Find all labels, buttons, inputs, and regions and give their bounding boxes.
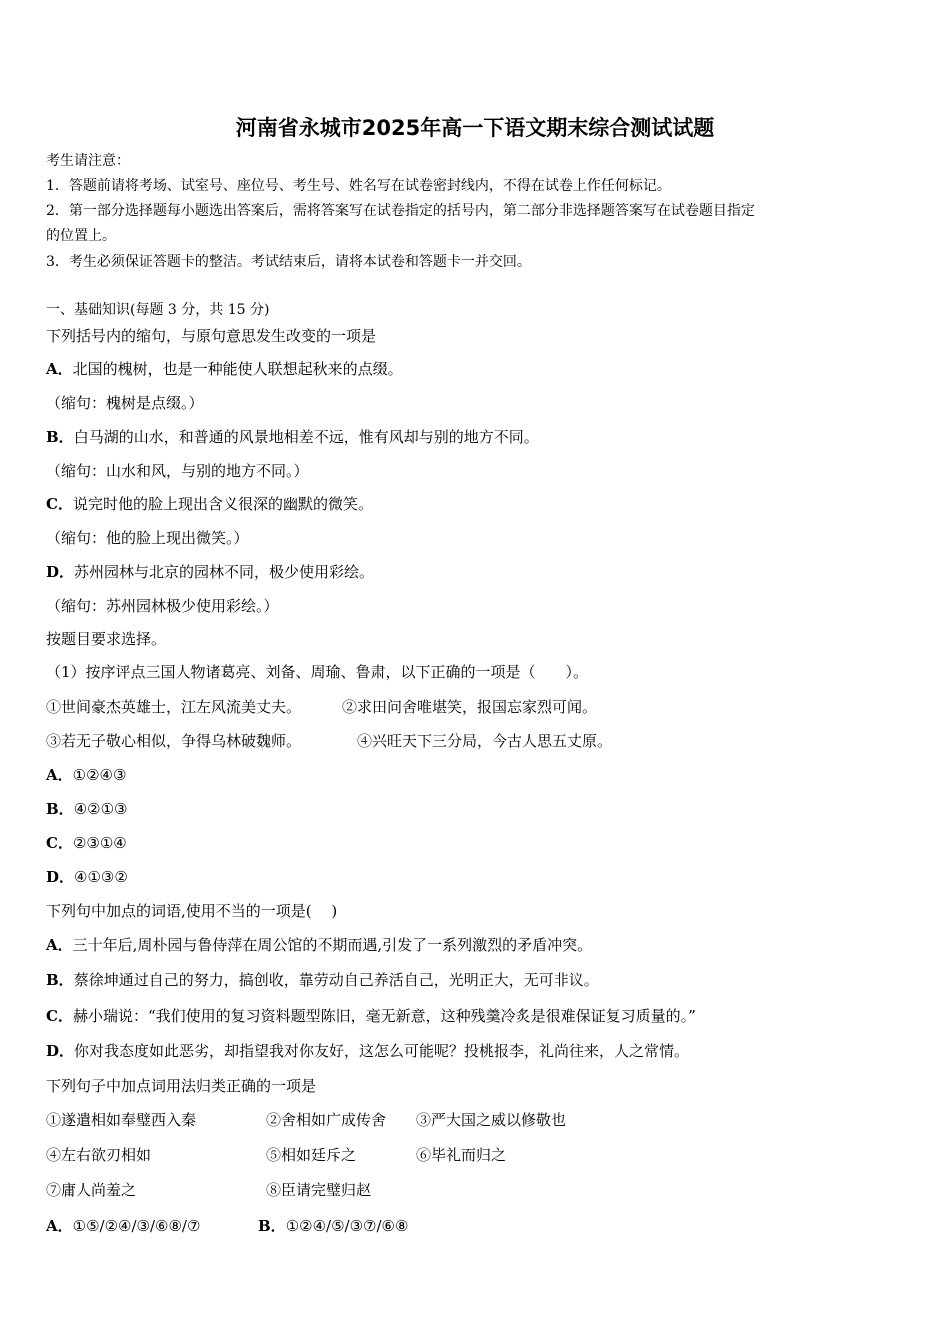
option-label: A． [46,766,73,784]
q2-stem: 按题目要求选择。 [46,630,167,648]
q3-option-a [46,935,592,955]
list-item: ⑧臣请完璧归赵 [266,1181,372,1199]
option-label: A． [46,1217,73,1235]
q3-option-d [46,1041,689,1061]
q2-option-a [46,765,126,785]
option-label: A． [46,360,73,378]
q2-option-d [46,867,128,887]
option-label: C． [46,1007,73,1025]
option-label: D． [46,563,75,581]
list-item: ②舍相如广成传舍 [266,1111,387,1129]
list-item: ④左右欲刃相如 [46,1146,152,1164]
q1-option-d-note: （缩句：苏州园林极少使用彩绘。） [46,597,279,615]
option-label: A． [46,936,73,954]
q4-items-row-2 [46,1145,906,1165]
q2-sub: （1）按序评点三国人物诸葛亮、刘备、周瑜、鲁肃，以下正确的一项是（ ）。 [46,663,589,681]
q4-items-row-1 [46,1110,906,1130]
page-title: 河南省永城市2025年高一下语文期末综合测试试题 [235,116,715,140]
q4-items-row-3 [46,1180,906,1200]
q3-stem: 下列句中加点的词语,使用不当的一项是( ) [46,902,338,920]
option-text: 你对我态度如此恶劣，却指望我对你友好，这怎么可能呢？投桃报李，礼尚往来，人之常情。 [74,1042,690,1060]
q2-poem-row-2 [46,731,906,751]
option-label: C． [46,834,73,852]
option-text: 蔡徐坤通过自己的努力，搞创收，靠劳动自己养活自己，光明正大，无可非议。 [73,971,599,989]
list-item: ③严大国之威以修敬也 [416,1111,567,1129]
list-item: ⑦庸人尚羞之 [46,1181,137,1199]
option-text: ①⑤/②④/③/⑥⑧/⑦ [72,1217,201,1235]
q2-option-b [46,799,127,819]
option-text: 三十年后,周朴园与鲁侍萍在周公馆的不期而遇,引发了一系列激烈的矛盾冲突。 [72,936,593,954]
option-label: D． [46,868,75,886]
poem-line: ①世间豪杰英雄士，江左风流美丈夫。 [46,698,302,716]
list-item: ①遂遣相如奉璧西入秦 [46,1111,197,1129]
q1-option-a [46,359,403,379]
q4-option-a [46,1216,200,1236]
notice-item-2-cont: 的位置上。 [46,228,116,244]
q1-option-d [46,562,374,582]
option-text: ④①③② [74,868,128,886]
option-text: 赫小瑞说：“我们使用的复习资料题型陈旧，毫无新意，这种残羹冷炙是很难保证复习质量的。” [72,1007,696,1025]
option-text: 白马湖的山水，和普通的风景地相差不远，惟有风却与别的地方不同。 [73,428,539,446]
notice-item-3: 3．考生必须保证答题卡的整洁。考试结束后，请将本试卷和答题卡一并交回。 [46,254,531,270]
option-text: 北国的槐树，也是一种能使人联想起秋来的点缀。 [72,360,403,378]
notice-heading: 考生请注意： [46,153,130,169]
option-text: ④②①③ [73,800,128,818]
option-label: D． [46,1042,75,1060]
option-label: B． [46,971,74,989]
q3-option-c [46,1006,696,1026]
q2-option-c [46,833,127,853]
q1-option-c-note: （缩句：他的脸上现出微笑。） [46,529,249,547]
option-text: ①②④③ [72,766,127,784]
poem-line: ②求田问舍唯堪笑，报国忘家烈可闻。 [342,698,598,716]
notice-item-1: 1．答题前请将考场、试室号、座位号、考生号、姓名写在试卷密封线内，不得在试卷上作任何标记。 [46,178,671,194]
poem-line: ④兴旺天下三分局，今古人思五丈原。 [357,732,613,750]
option-text: ②③①④ [72,834,127,852]
q2-poem-row-1 [46,697,906,717]
q1-option-a-note: （缩句：槐树是点缀。） [46,394,204,412]
option-label: B． [46,800,74,818]
q4-options-row [46,1216,906,1236]
q1-option-c [46,494,373,514]
q1-option-b-note: （缩句：山水和风，与别的地方不同。） [46,462,309,480]
list-item: ⑤相如廷斥之 [266,1146,357,1164]
notice-item-2: 2．第一部分选择题每小题选出答案后，需将答案写在试卷指定的括号内，第二部分非选择题答案写在试卷题目指定 [46,203,755,219]
option-text: 苏州园林与北京的园林不同，极少使用彩绘。 [74,563,375,581]
option-label: B． [258,1217,286,1235]
list-item: ⑥毕礼而归之 [416,1146,507,1164]
q4-option-b [258,1216,408,1236]
option-label: C． [46,495,73,513]
q1-stem: 下列括号内的缩句，与原句意思发生改变的一项是 [46,327,377,345]
q3-option-b [46,970,599,990]
section-heading: 一、基础知识(每题 3 分，共 15 分) [46,302,270,318]
option-text: 说完时他的脸上现出含义很深的幽默的微笑。 [72,495,373,513]
q1-option-b [46,427,539,447]
option-text: ①②④/⑤/③⑦/⑥⑧ [285,1217,409,1235]
q4-stem: 下列句子中加点词用法归类正确的一项是 [46,1077,317,1095]
option-label: B． [46,428,74,446]
poem-line: ③若无子敬心相似，争得乌林破魏师。 [46,732,302,750]
